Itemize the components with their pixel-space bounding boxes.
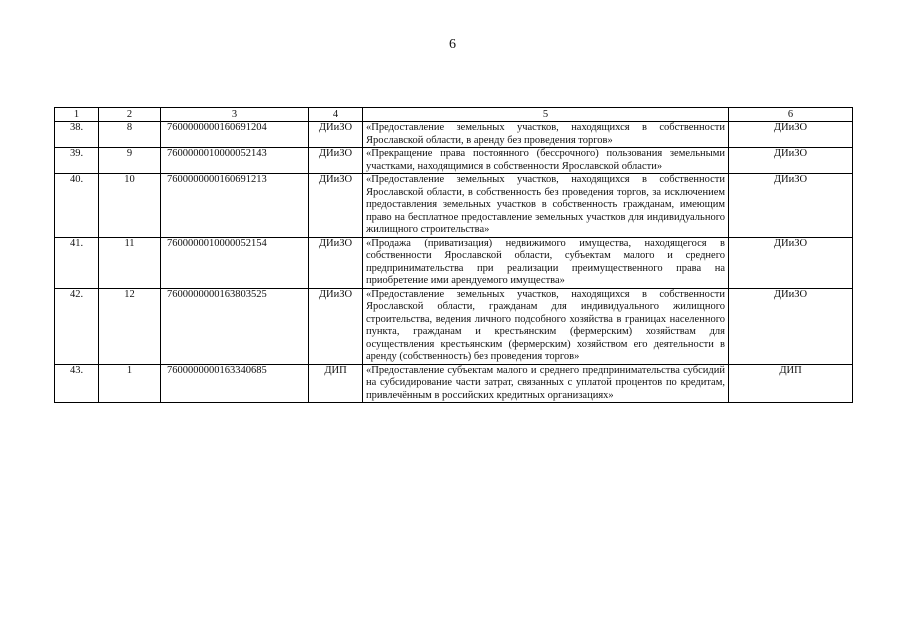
row-sub-number: 10: [99, 174, 161, 238]
responsible-authority: ДИиЗО: [729, 122, 853, 148]
row-sub-number: 8: [99, 122, 161, 148]
row-number: 39.: [55, 148, 99, 174]
row-number: 41.: [55, 237, 99, 288]
column-header: 4: [309, 108, 363, 122]
authority: ДИиЗО: [309, 122, 363, 148]
authority: ДИП: [309, 364, 363, 403]
service-description: «Предоставление земельных участков, находящихся в собственности Ярославской области, гражданам для индивидуального жилищного строительства, ведения личного подсобного хозяйства в границах населенного пункта, гражданам и крестьянским (фермерским) хозяйствам для осуществления крестьянским (фермерским) хозяйством его деятельности в аренду (собственность) без проведения торгов»: [363, 288, 729, 364]
service-description: «Прекращение права постоянного (бессрочного) пользования земельными участками, находящимися в собственности Ярославской области»: [363, 148, 729, 174]
responsible-authority: ДИиЗО: [729, 288, 853, 364]
column-header: 5: [363, 108, 729, 122]
table-row: [55, 237, 853, 288]
service-description: «Продажа (приватизация) недвижимого имущества, находящегося в собственности Ярославской области, субъектам малого и среднего предпринимательства при реализации преимущественного права на приобретение ими арендуемого имущества»: [363, 237, 729, 288]
column-header: 3: [161, 108, 309, 122]
row-sub-number: 12: [99, 288, 161, 364]
service-code: 7600000010000052143: [161, 148, 309, 174]
row-number: 43.: [55, 364, 99, 403]
service-code: 7600000000160691213: [161, 174, 309, 238]
service-description: «Предоставление субъектам малого и среднего предпринимательства субсидий на субсидирование части затрат, связанных с уплатой процентов по кредитам, привлечённым в российских кредитных организациях»: [363, 364, 729, 403]
table-row: [55, 288, 853, 364]
column-header: 2: [99, 108, 161, 122]
row-sub-number: 11: [99, 237, 161, 288]
column-header: 6: [729, 108, 853, 122]
responsible-authority: ДИиЗО: [729, 237, 853, 288]
authority: ДИиЗО: [309, 174, 363, 238]
service-description: «Предоставление земельных участков, находящихся в собственности Ярославской области, в собственность без проведения торгов, за исключением предоставления земельных участков в собственность гражданам, имеющим право на бесплатное предоставление земельных участков для индивидуального жилищного строительства»: [363, 174, 729, 238]
service-code: 7600000010000052154: [161, 237, 309, 288]
responsible-authority: ДИП: [729, 364, 853, 403]
page-number: 6: [449, 37, 456, 52]
row-sub-number: 9: [99, 148, 161, 174]
authority: ДИиЗО: [309, 148, 363, 174]
table-row: [55, 122, 853, 148]
row-sub-number: 1: [99, 364, 161, 403]
row-number: 38.: [55, 122, 99, 148]
table-row: [55, 174, 853, 238]
table-row: [55, 364, 853, 403]
responsible-authority: ДИиЗО: [729, 148, 853, 174]
row-number: 40.: [55, 174, 99, 238]
authority: ДИиЗО: [309, 237, 363, 288]
table-header-row: [55, 108, 853, 122]
service-description: «Предоставление земельных участков, находящихся в собственности Ярославской области, в аренду без проведения торгов»: [363, 122, 729, 148]
row-number: 42.: [55, 288, 99, 364]
service-code: 7600000000160691204: [161, 122, 309, 148]
services-table: [54, 107, 853, 403]
responsible-authority: ДИиЗО: [729, 174, 853, 238]
table-row: [55, 148, 853, 174]
authority: ДИиЗО: [309, 288, 363, 364]
service-code: 7600000000163340685: [161, 364, 309, 403]
column-header: 1: [55, 108, 99, 122]
service-code: 7600000000163803525: [161, 288, 309, 364]
